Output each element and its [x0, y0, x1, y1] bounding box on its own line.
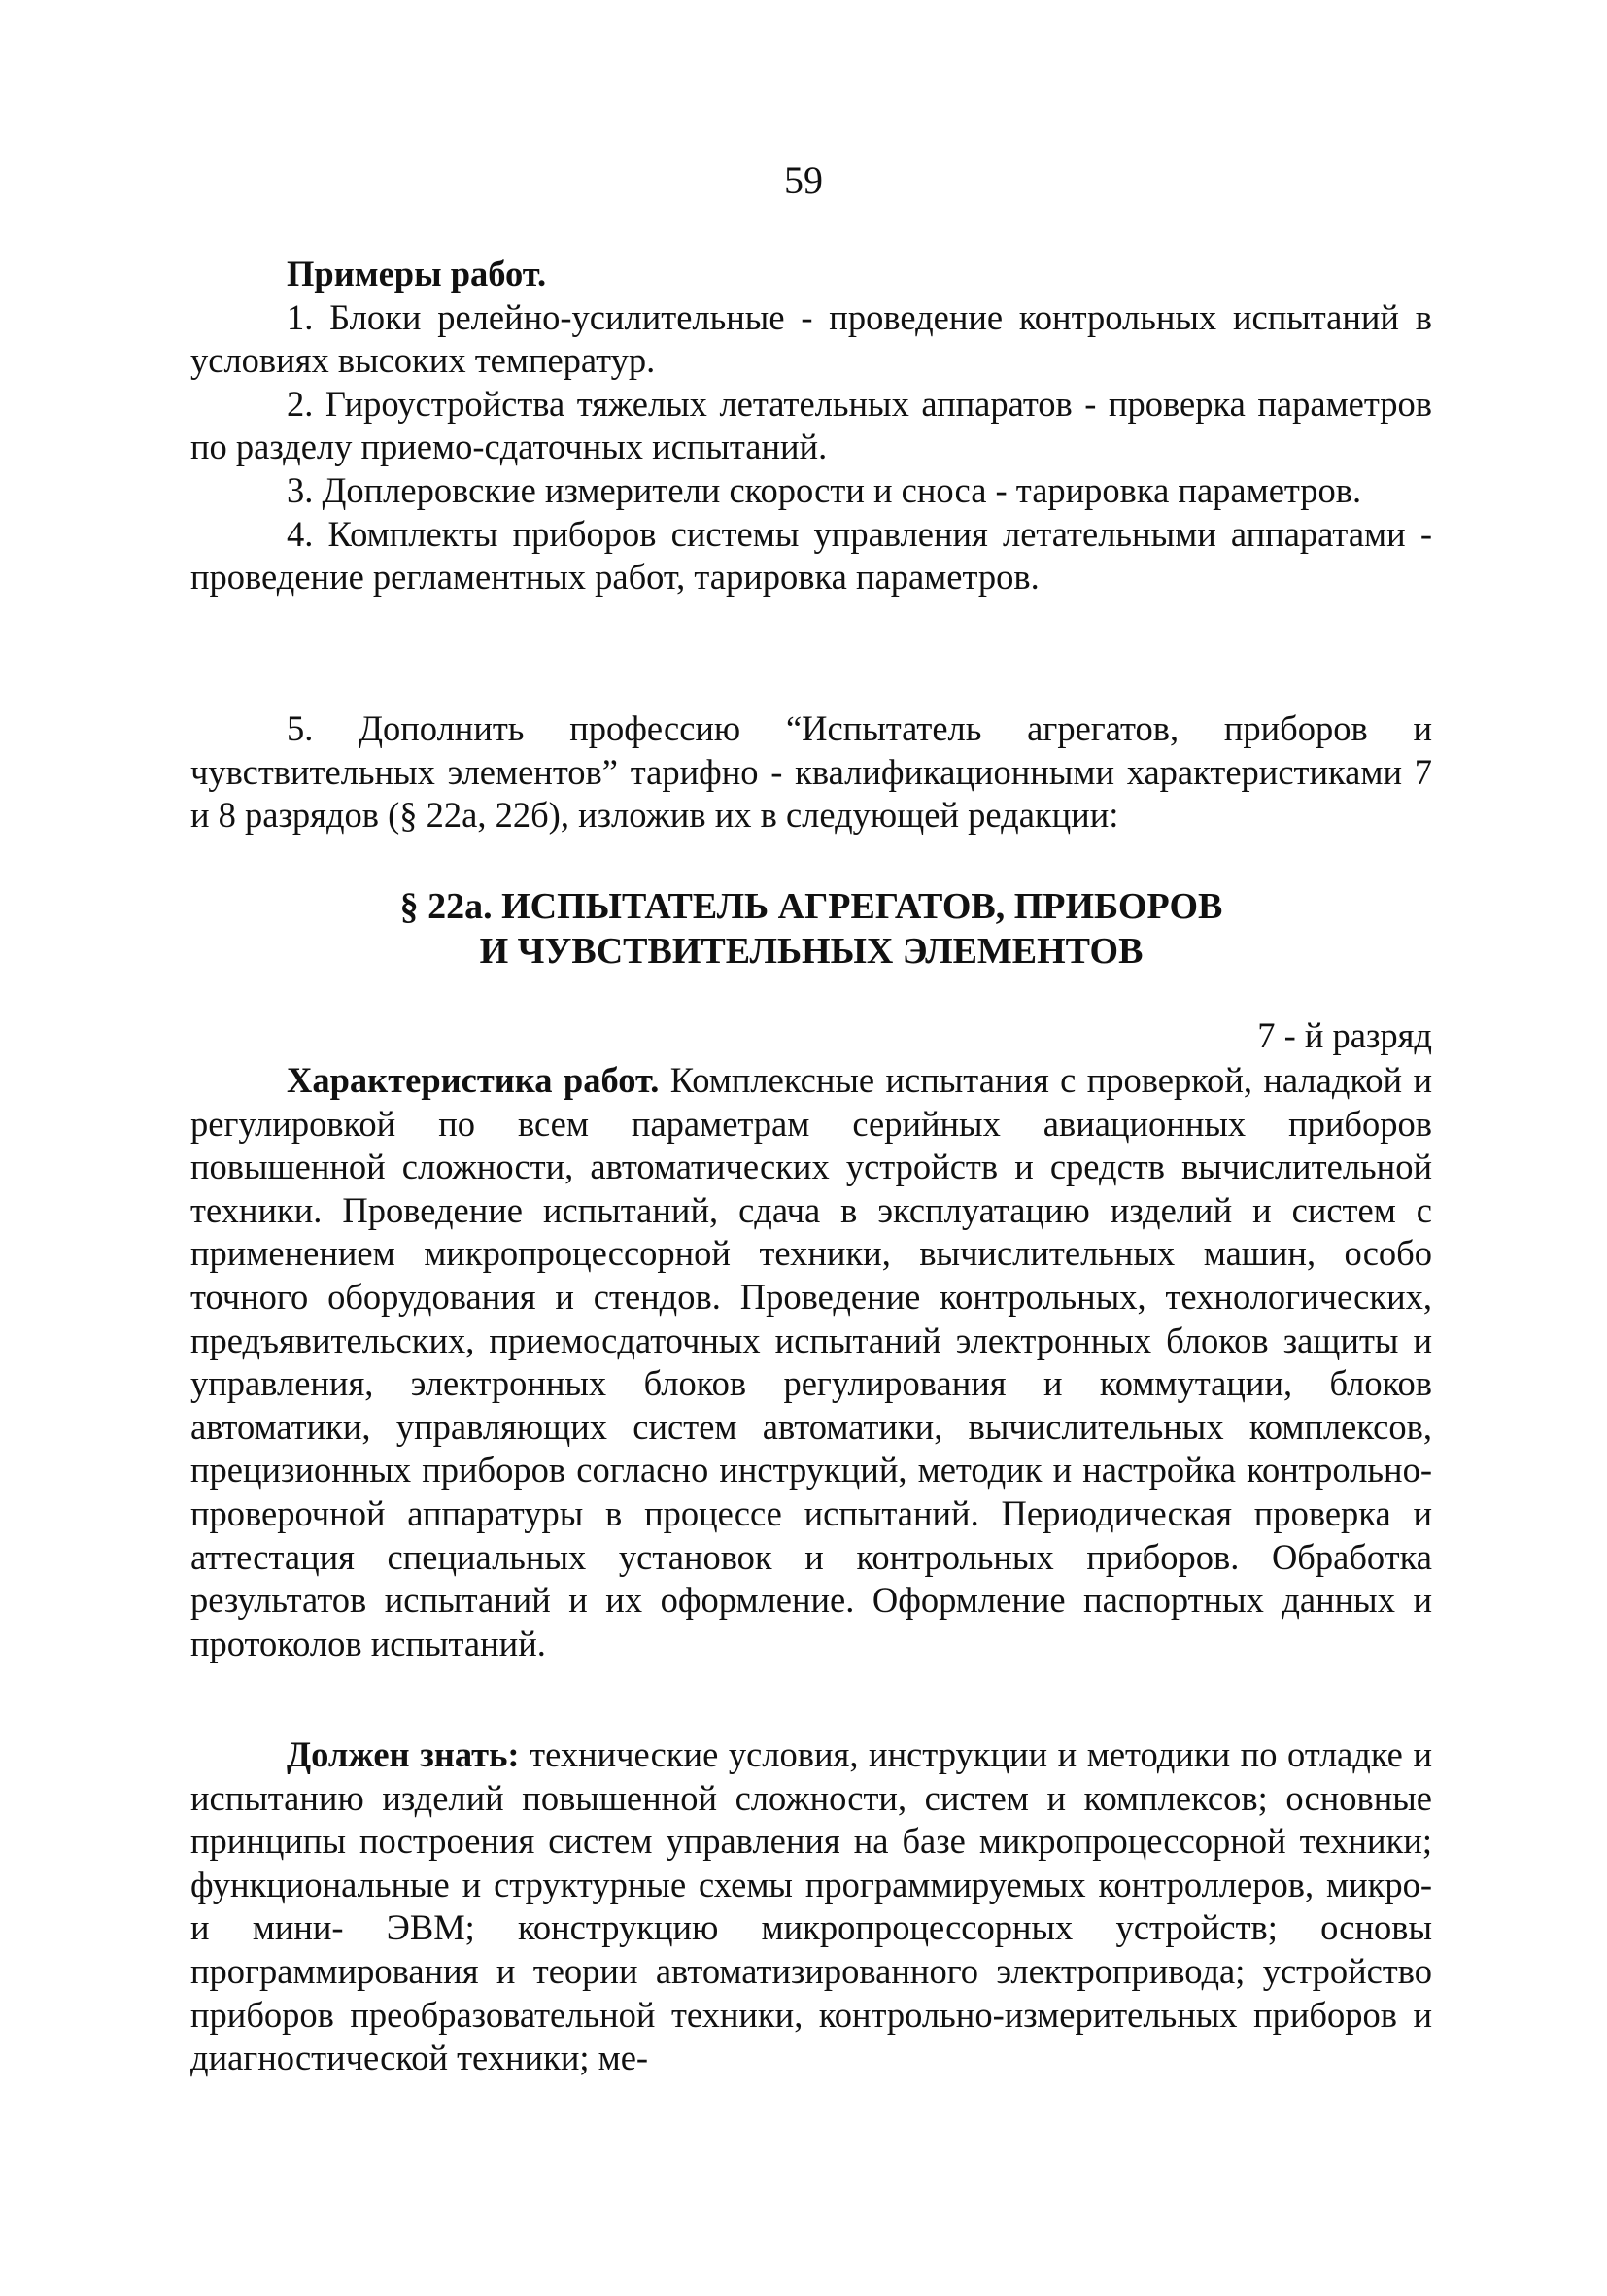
item-5-text: 5. Дополнить профессию “Испытатель агрегатов, приборов и чувствительных элементов” тарифно - квалификационными характеристиками 7 и 8 разрядов (§ 22а, 22б), изложив их в следующей редакции: — [190, 708, 1432, 836]
section-heading-line-1: § 22а. ИСПЫТАТЕЛЬ АГРЕГАТОВ, ПРИБОРОВ — [399, 886, 1223, 927]
characteristics-label: Характеристика работ. — [287, 1060, 660, 1100]
example-item-2: 2. Гироустройства тяжелых летательных аппаратов - проверка параметров по разделу приемо-сдаточных испытаний. — [190, 383, 1432, 467]
must-know-text: технические условия, инструкции и методики по отладке и испытанию изделий повышенной сложности, систем и комплексов; основные принципы построения систем управления на базе микропроцессорной техники; функциональные и структурные схемы программируемых контроллеров, микро- и мини- ЭВМ; конструкцию микропроцессорных устройств; основы программирования и теории автоматизированного электропривода; устройство приборов преобразовательной техники, контрольно-измерительных приборов и диагностической техники; ме- — [190, 1734, 1432, 2078]
example-item-3: 3. Доплеровские измерители скорости и сноса - тарировка параметров. — [287, 469, 1362, 510]
characteristics-text: Комплексные испытания с проверкой, наладкой и регулировкой по всем параметрам серийных авиационных приборов повышенной сложности, автоматических устройств и средств вычислительной техники. Проведение испытаний, сдача в эксплуатацию изделий и систем с применением микропроцессорной техники, вычислительных машин, особо точного оборудования и стендов. Проведение контрольных, технологических, предъявительских, приемосдаточных испытаний электронных блоков защиты и управления, электронных блоков регулирования и коммутации, блоков автоматики, управляющих систем автоматики, вычислительных комплексов, прецизионных приборов согласно инструкций, методик и настройка контрольно- проверочной аппаратуры в процессе испытаний. Периодическая проверка и аттестация специальных установок и контрольных приборов. Обработка результатов испытаний и их оформление. Оформление паспортных данных и протоколов испытаний. — [190, 1060, 1432, 1663]
examples-section — [190, 253, 1432, 600]
amendment-paragraph — [190, 707, 1432, 838]
page-number: 59 — [784, 158, 823, 202]
section-heading — [190, 884, 1432, 974]
must-know-label: Должен знать: — [287, 1734, 520, 1774]
must-know-section — [190, 1733, 1432, 2080]
characteristics-section — [190, 1059, 1432, 1665]
example-item-1: 1. Блоки релейно-усилительные - проведение контрольных испытаний в условиях высоких температур. — [190, 296, 1432, 381]
grade-label: 7 - й разряд — [1257, 1015, 1432, 1055]
examples-title: Примеры работ. — [287, 254, 547, 293]
example-item-4: 4. Комплекты приборов системы управления летательными аппаратами - проведение регламентных работ, тарировка параметров. — [190, 513, 1432, 598]
section-heading-line-2: И ЧУВСТВИТЕЛЬНЫХ ЭЛЕМЕНТОВ — [479, 931, 1144, 972]
